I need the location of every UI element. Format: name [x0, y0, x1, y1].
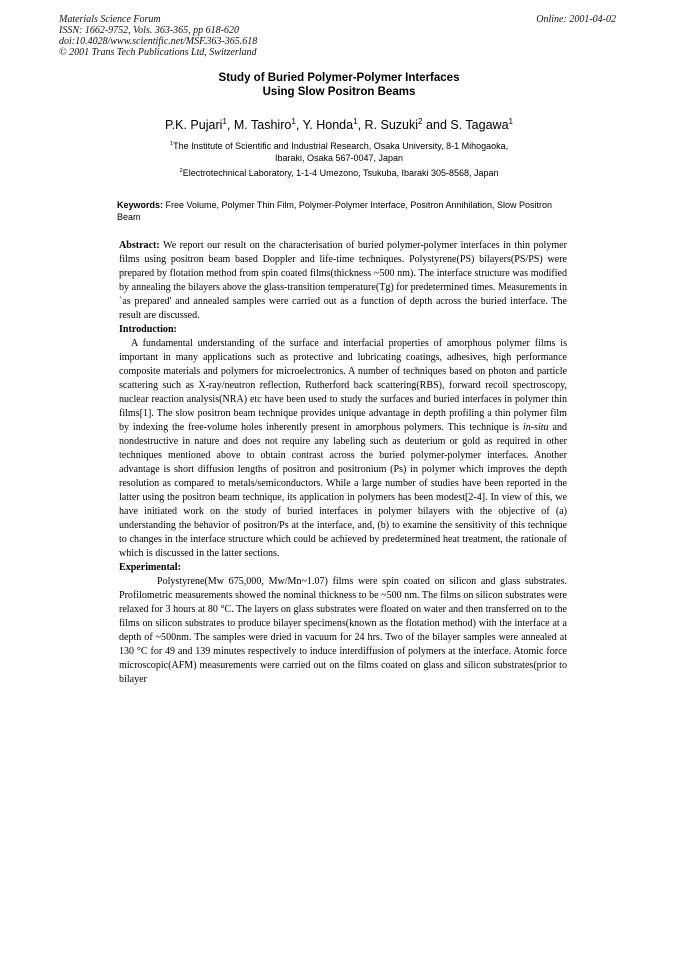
- experimental-heading: Experimental:: [119, 562, 181, 573]
- issn-line: ISSN: 1662-9752, Vols. 363-365, pp 618-620: [59, 25, 239, 36]
- paper-body: [119, 239, 567, 687]
- affiliation-1: $^1$The Institute of Scientific and Industrial Research, Osaka University, 8-1 Mihogaoka, Ibaraki, Osaka 567-0047, Japan: [169, 141, 509, 163]
- author-affiliation-mark: 2: [418, 116, 423, 126]
- author-affiliation-mark: 1: [291, 116, 296, 126]
- affiliation-2: $^2$Electrotechnical Laboratory, 1-1-4 Umezono, Tsukuba, Ibaraki 305-8568, Japan: [179, 168, 499, 178]
- abstract-text: We report our result on the characterisation of buried polymer-polymer interfaces in thin polymer films using positron beam based Doppler and life-time techniques. Polystyrene(PS) bilayers(PS/PS) were prepared by flotation method from spin coated films(thickness ~500 nm). The interface structure was modified by annealing the bilayers above the glass-transition temperature(Tg) for predetermined times. Measurements in `as prepared' and annealed samples were carried out as a function of depth across the buried interface. The result are discussed.: [119, 240, 567, 321]
- keywords-text: Free Volume, Polymer Thin Film, Polymer-Polymer Interface, Positron Annihilation, Slow Positron Beam: [117, 200, 553, 222]
- abstract: [119, 239, 567, 323]
- journal-name: Materials Science Forum: [59, 14, 161, 25]
- author-affiliation-mark: 1: [222, 116, 227, 126]
- author-name: R. Suzuki: [364, 118, 419, 132]
- paper-title-line-1: Study of Buried Polymer-Polymer Interfaces: [218, 72, 460, 84]
- author-name: S. Tagawa: [450, 118, 509, 132]
- author-list: P.K. Pujari$^1$, M. Tashiro$^1$, Y. Honda$^1$, R. Suzuki$^2$ and S. Tagawa$^1$: [164, 116, 514, 132]
- introduction-heading: Introduction:: [119, 324, 177, 335]
- online-date: Online: 2001-04-02: [536, 14, 616, 25]
- keywords-label: Keywords:: [117, 200, 164, 210]
- author-name: P.K. Pujari: [164, 118, 223, 132]
- author-name: Y. Honda: [302, 118, 354, 132]
- author-name: M. Tashiro: [233, 118, 292, 132]
- experimental-paragraph: Polystyrene(Mw 675,000, Mw/Mn~1.07) films were spin coated on silicon and glass substrates. Profilometric measurements showed the nominal thickness to be ~500 nm. The films on silicon substrates were relaxed for 3 hours at 80 °C. The layers on glass substrates were floated on water and then transferred on to the films on silicon substrates to produce bilayer specimens(known as the flotation method) with the interface at a depth of ~500nm. The samples were dried in vacuum for 24 hrs. Two of the bilayer samples were annealed at 130 °C for 49 and 139 minutes respectively to induce interdiffusion of polymers at the interface. Atomic force microscopic(AFM) measurements were carried out on the films coated on glass and silicon substrates(prior to bilayer: [119, 576, 567, 685]
- abstract-label: Abstract:: [119, 240, 160, 251]
- running-header: [59, 14, 257, 58]
- introduction-paragraph: A fundamental understanding of the surface and interfacial properties of amorphous polymer films is important in many applications such as protective and lubricating coatings, adhesives, high performance composite materials and polymers for microelectronics. A number of techniques based on photon and particle scattering such as X-ray/neutron reflection, Rutherford back scattering(RBS), forward recoil spectroscopy, nuclear reaction analysis(NRA) etc have been used to study the surfaces and buried interfaces in polymer thin films[1]. The slow positron beam technique provides unique advantage in depth profiling a thin polymer film by indexing the free-volume holes inherently present in amorphous polymers. This technique is in-situ and nondestructive in nature and does not require any labeling such as deuterium or gold as required in other techniques mentioned above to obtain contrast across the buried polymer-polymer interfaces. Another advantage is short diffusion lengths of positron and positronium (Ps) in polymer which improves the depth resolution as compared to metals/semiconductors. While a large number of studies have been reported in the latter using the positron beam technique, its application in polymers has been modest[2-4]. In view of this, we have initiated work on the study of buried interfaces in polymer bilayers with the objective of (a) understanding the behavior of positron/Ps at the interface, and, (b) to examine the sensitivity of this technique to changes in the interface structure which could be achieved by predetermined heat treatment, the rationale of which is discussed in the latter sections.: [119, 338, 567, 559]
- paper-title-line-2: Using Slow Positron Beams: [262, 86, 416, 98]
- author-affiliation-mark: 1: [353, 116, 358, 126]
- doi-line: doi:10.4028/www.scientific.net/MSF.363-365.618: [59, 36, 258, 47]
- copyright-line: © 2001 Trans Tech Publications Ltd, Switzerland: [59, 47, 257, 58]
- keywords: [117, 200, 562, 223]
- author-affiliation-mark: 1: [508, 116, 514, 126]
